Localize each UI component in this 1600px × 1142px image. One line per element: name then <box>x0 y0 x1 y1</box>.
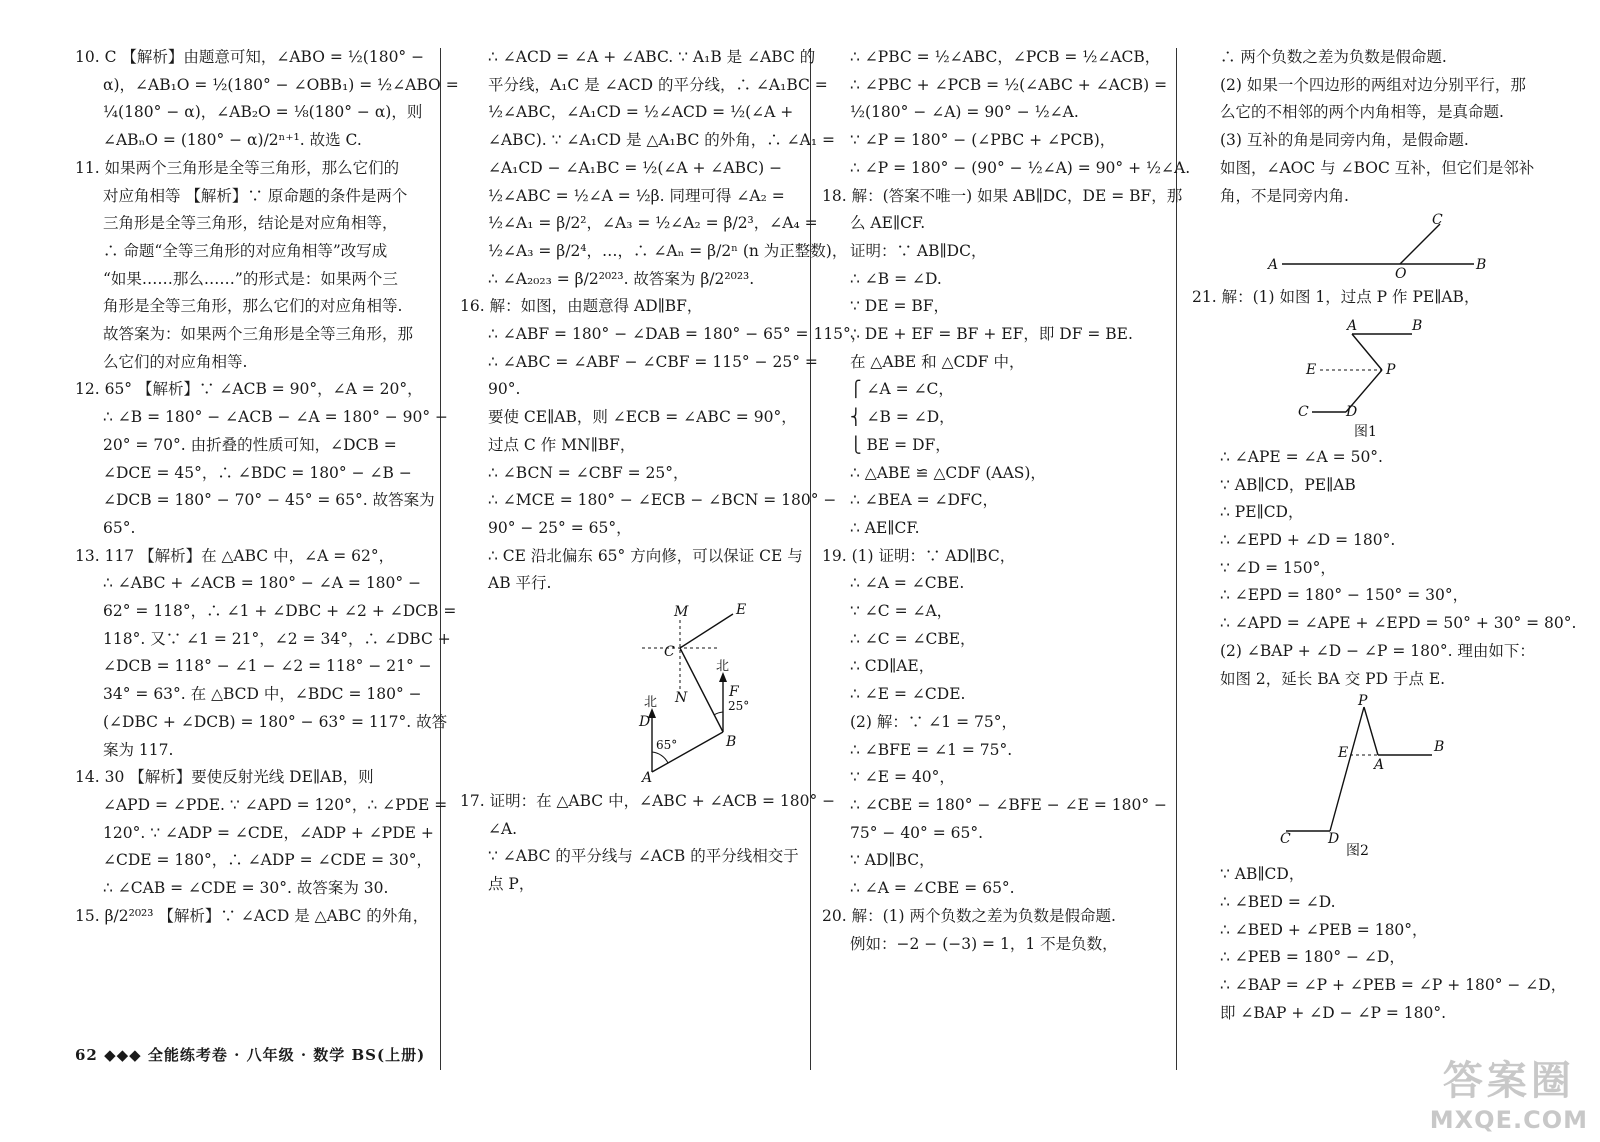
text-line: ½∠A₁ = β/2²，∠A₃ = ½∠A₂ = β/2³，∠A₄ = <box>488 214 818 233</box>
label-m: M <box>674 604 689 621</box>
label-n: N <box>675 690 688 707</box>
text-line: 19. (1) 证明：∵ AD∥BC， <box>822 546 1016 565</box>
text-line: 90°. <box>488 380 521 399</box>
text-line: ∵ ∠E = 40°， <box>850 768 955 787</box>
text-line: ∴ 命题“全等三角形的对应角相等”改写成 <box>103 241 388 260</box>
text-line: 15. β/2²⁰²³ 【解析】∵ ∠ACD 是 △ABC 的外角， <box>75 906 429 925</box>
label-a: A <box>1268 257 1279 274</box>
answer-column-1 <box>75 44 459 1072</box>
column-2-top-text <box>460 44 867 598</box>
text-line: 么它的不相邻的两个内角相等，是真命题. <box>1220 103 1504 122</box>
text-line: ∴ ∠ACD = ∠A + ∠ABC. ∵ A₁B 是 ∠ABC 的 <box>488 48 816 66</box>
text-line: (2) 解：∵ ∠1 = 75°， <box>850 712 1017 731</box>
column-4-top-text <box>1192 44 1554 210</box>
text-line: ∠DCB = 118° − ∠1 − ∠2 = 118° − 21° − <box>103 657 432 676</box>
text-line: ∴ ∠BED = ∠D. <box>1220 892 1336 911</box>
text-line: 么 AE∥CF. <box>850 214 926 233</box>
segment-pd <box>1330 707 1364 831</box>
problem-21-intro <box>1192 284 1554 312</box>
text-line: ∴ 两个负数之差为负数是假命题. <box>1220 48 1447 66</box>
angle-arc-65 <box>652 752 668 763</box>
text-line: 90° − 25° = 65°， <box>488 518 632 537</box>
figure-16-diagram <box>550 602 790 787</box>
text-line: 角，不是同旁内角. <box>1220 186 1349 205</box>
label-p: P <box>1386 361 1396 378</box>
label-e: E <box>1338 745 1349 762</box>
label-c: C <box>1280 831 1291 848</box>
label-a: A <box>1347 317 1358 334</box>
segment-ap <box>1352 334 1382 370</box>
text-line: ∠ABC). ∵ ∠A₁CD 是 △A₁BC 的外角，∴ ∠A₁ = <box>488 131 835 150</box>
label-b: B <box>1476 257 1487 274</box>
column-4-middle-text <box>1192 444 1577 693</box>
label-north-a: 北 <box>644 695 658 711</box>
column-2-bottom-text <box>460 788 836 899</box>
text-line: ¼(180° − α)，∠AB₂O = ⅛(180° − α)，则 <box>103 103 423 122</box>
label-e: E <box>736 602 747 619</box>
text-line: ∵ DE = BF， <box>850 297 950 316</box>
label-d: D <box>1328 831 1340 848</box>
text-line: 14. 30 【解析】要使反射光线 DE∥AB，则 <box>75 768 374 787</box>
text-line: ⎩ BE = DF， <box>850 435 951 454</box>
label-c: C <box>664 644 675 661</box>
text-line: ∴ ∠BFE = ∠1 = 75°. <box>850 740 1013 759</box>
label-north-b: 北 <box>716 659 730 675</box>
text-line: ∵ ∠C = ∠A， <box>850 602 953 621</box>
text-line: ∴ ∠P = 180° − (90° − ½∠A) = 90° + ½∠A. <box>850 158 1191 177</box>
text-line: ∴ ∠BED + ∠PEB = 180°， <box>1220 920 1428 939</box>
text-line: ⎨ ∠B = ∠D， <box>850 408 955 427</box>
text-line: ½∠ABC = ½∠A = ½β. 同理可得 ∠A₂ = <box>488 186 785 205</box>
page-footer: 62 ◆◆◆ 全能练考卷 · 八年级 · 数学 BS(上册) <box>75 1046 426 1064</box>
text-line: ∵ AB∥CD，PE∥AB <box>1220 475 1356 494</box>
text-line: 即 ∠BAP + ∠D − ∠P = 180°. <box>1220 1003 1447 1022</box>
text-line: ∠DCE = 45°，∴ ∠BDC = 180° − ∠B − <box>103 463 412 482</box>
label-a: A <box>642 770 653 787</box>
text-line: (3) 互补的角是同旁内角，是假命题. <box>1220 131 1469 150</box>
text-line: 12. 65° 【解析】∵ ∠ACB = 90°，∠A = 20°， <box>75 380 423 399</box>
text-line: (∠DBC + ∠DCB) = 180° − 63° = 117°. 故答 <box>103 712 448 731</box>
text-line: 18. 解：(答案不唯一) 如果 AB∥DC，DE = BF，那 <box>822 186 1183 205</box>
text-line: ∴ PE∥CD， <box>1220 503 1304 522</box>
watermark-url: MXQE.COM <box>1429 1106 1588 1134</box>
text-line: ∵ ∠P = 180° − (∠PBC + ∠PCB)， <box>850 131 1116 150</box>
text-line: ∴ ∠BCN = ∠CBF = 25°， <box>488 463 689 482</box>
label-d: D <box>1346 403 1358 420</box>
text-line: 118°. 又∵ ∠1 = 21°，∠2 = 34°，∴ ∠DBC + <box>103 629 451 648</box>
text-line: ∠A₁CD − ∠A₁BC = ½(∠A + ∠ABC) − <box>488 158 783 177</box>
text-line: ½∠A₃ = β/2⁴，…，∴ ∠Aₙ = β/2ⁿ (n 为正整数)， <box>488 241 848 260</box>
text-line: ∵ AB∥CD， <box>1220 865 1305 884</box>
text-line: ∴ ∠EPD + ∠D = 180°. <box>1220 531 1396 550</box>
text-line: 10. C 【解析】由题意可知，∠ABO = ½(180° − <box>75 48 425 66</box>
text-line: 65°. <box>103 518 136 537</box>
label-b: B <box>726 734 737 751</box>
text-line: ∴ ∠BAP = ∠P + ∠PEB = ∠P + 180° − ∠D， <box>1220 976 1567 995</box>
label-25-degree: 25° <box>728 699 750 714</box>
label-b: B <box>1412 317 1423 334</box>
text-line: 过点 C 作 MN∥BF， <box>488 435 636 454</box>
text-line: ∴ CD∥AE， <box>850 657 935 676</box>
segment-pa <box>1364 707 1378 755</box>
text-line: ∠A. <box>488 819 518 838</box>
text-line: ∴ ∠ABF = 180° − ∠DAB = 180° − 65° = 115°， <box>488 325 867 344</box>
text-line: ∠APD = ∠PDE. ∵ ∠APD = 120°，∴ ∠PDE = <box>103 795 448 814</box>
label-p: P <box>1358 693 1368 710</box>
text-line: ∴ ∠CAB = ∠CDE = 30°. 故答案为 30. <box>103 879 389 898</box>
angle-arc-25 <box>714 712 723 715</box>
text-line: ∴ ∠CBE = 180° − ∠BFE − ∠E = 180° − <box>850 795 1168 814</box>
column-rule-2 <box>810 48 811 1070</box>
text-line: 如图，∠AOC 与 ∠BOC 互补，但它们是邻补 <box>1220 158 1535 177</box>
text-line: ∠ABₙO = (180° − α)/2ⁿ⁺¹. 故选 C. <box>103 131 362 150</box>
text-line: ∴ △ABE ≌ △CDF (AAS)， <box>850 463 1046 482</box>
text-line: 要使 CE∥AB，则 ∠ECB = ∠ABC = 90°， <box>488 408 797 427</box>
text-line: 120°. ∵ ∠ADP = ∠CDE，∠ADP + ∠PDE + <box>103 823 434 842</box>
figure-20-angles <box>1264 212 1487 283</box>
text-line: ∵ AD∥BC， <box>850 851 935 870</box>
text-line: “如果……那么……”的形式是：如果两个三 <box>103 269 398 288</box>
text-line: ∴ ∠A = ∠CBE = 65°. <box>850 879 1015 898</box>
watermark <box>1430 1049 1588 1134</box>
text-line: ∴ ∠A₂₀₂₃ = β/2²⁰²³. 故答案为 β/2²⁰²³. <box>488 269 755 288</box>
text-line: ⎧ ∠A = ∠C， <box>850 380 954 399</box>
text-line: 么它们的对应角相等. <box>103 352 248 371</box>
label-d: D <box>639 714 651 731</box>
text-line: ∴ ∠MCE = 180° − ∠ECB − ∠BCN = 180° − <box>488 491 837 510</box>
text-line: 20. 解：(1) 两个负数之差为负数是假命题. <box>822 906 1116 925</box>
text-line: 20° = 70°. 由折叠的性质可知，∠DCB = <box>103 435 397 454</box>
text-line: 对应角相等 【解析】∵ 原命题的条件是两个 <box>103 186 408 205</box>
text-line: ∵ ∠D = 150°， <box>1220 558 1336 577</box>
text-line: AB 平行. <box>488 574 552 593</box>
text-line: 案为 117. <box>103 740 174 759</box>
ray-oc <box>1400 224 1440 264</box>
text-line: ∴ ∠PEB = 180° − ∠D， <box>1220 948 1405 967</box>
text-line: ½(180° − ∠A) = 90° − ½∠A. <box>850 103 1079 122</box>
figure-2-caption: 图2 <box>1346 843 1369 860</box>
text-line: 证明：∵ AB∥DC， <box>850 241 987 260</box>
text-line: ∴ ∠ABC = ∠ABF − ∠CBF = 115° − 25° = <box>488 352 818 371</box>
text-line: ∴ ∠APD = ∠APE + ∠EPD = 50° + 30° = 80°. <box>1220 614 1577 633</box>
text-line: 17. 证明：在 △ABC 中，∠ABC + ∠ACB = 180° − <box>460 792 836 811</box>
text-line: (2) ∠BAP + ∠D − ∠P = 180°. 理由如下： <box>1220 641 1535 660</box>
text-line: ∴ ∠C = ∠CBE， <box>850 629 976 648</box>
answer-column-4 <box>1192 44 1577 1072</box>
label-o: O <box>1395 266 1407 283</box>
text-line: ∴ ∠ABC + ∠ACB = 180° − ∠A = 180° − <box>103 574 422 593</box>
text-line: ∴ ∠EPD = 180° − 150° = 30°， <box>1220 586 1469 605</box>
text-line: 75° − 40° = 65°. <box>850 823 984 842</box>
text-line: ∴ ∠APE = ∠A = 50°. <box>1220 447 1383 466</box>
answer-column-3 <box>822 44 1191 1072</box>
text-line: 21. 解：(1) 如图 1，过点 P 作 PE∥AB， <box>1192 288 1480 307</box>
text-line: 13. 117 【解析】在 △ABC 中，∠A = 62°， <box>75 546 395 565</box>
text-line: 在 △ABE 和 △CDF 中， <box>850 352 1025 371</box>
text-line: ∠CDE = 180°，∴ ∠ADP = ∠CDE = 30°， <box>103 851 432 870</box>
text-line: 故答案为：如果两个三角形是全等三角形，那 <box>103 325 414 344</box>
text-line: 角形是全等三角形，那么它们的对应角相等. <box>103 297 403 316</box>
text-line: 点 P， <box>488 875 535 894</box>
text-line: 如图 2，延长 BA 交 PD 于点 E. <box>1220 669 1446 688</box>
answer-column-2 <box>460 44 867 1072</box>
text-line: 34° = 63°. 在 △BCD 中，∠BDC = 180° − <box>103 685 422 704</box>
text-line: ∴ CE 沿北偏东 65° 方向修，可以保证 CE 与 <box>488 546 803 565</box>
column-4-bottom-text <box>1192 861 1567 1027</box>
text-line: ∴ ∠PBC + ∠PCB = ½(∠ABC + ∠ACB) = <box>850 75 1168 94</box>
label-f: F <box>729 684 739 701</box>
text-line: ∴ ∠A = ∠CBE. <box>850 574 965 593</box>
label-65-degree: 65° <box>656 738 678 753</box>
label-c: C <box>1298 403 1309 420</box>
text-line: ½∠ABC，∠A₁CD = ½∠ACD = ½(∠A + <box>488 103 794 122</box>
figure-1-caption: 图1 <box>1354 423 1377 440</box>
text-line: 62° = 118°，∴ ∠1 + ∠DBC + ∠2 + ∠DCB = <box>103 602 457 621</box>
watermark-logo-text: 答案圈 <box>1442 1058 1575 1104</box>
figure-2-diagram <box>1276 693 1476 860</box>
text-line: ∵ ∠ABC 的平分线与 ∠ACB 的平分线相交于 <box>488 847 799 866</box>
column-rule-1 <box>440 48 441 1070</box>
text-line: 例如：−2 − (−3) = 1，1 不是负数， <box>850 934 1118 953</box>
text-line: ∴ ∠E = ∠CDE. <box>850 685 966 704</box>
text-line: 16. 解：如图，由题意得 AD∥BF， <box>460 297 703 316</box>
figure-1-diagram <box>1292 316 1452 440</box>
text-line: ∴ ∠B = ∠D. <box>850 269 942 288</box>
label-b: B <box>1434 739 1445 756</box>
label-e: E <box>1306 361 1317 378</box>
text-line: α)，∠AB₁O = ½(180° − ∠OBB₁) = ½∠ABO = <box>103 75 459 94</box>
label-c: C <box>1432 212 1443 229</box>
text-line: ∴ ∠BEA = ∠DFC， <box>850 491 999 510</box>
text-line: 平分线，A₁C 是 ∠ACD 的平分线，∴ ∠A₁BC = <box>488 75 828 94</box>
text-line: 11. 如果两个三角形是全等三角形，那么它们的 <box>75 158 400 177</box>
text-line: (2) 如果一个四边形的两组对边分别平行，那 <box>1220 75 1526 94</box>
text-line: 三角形是全等三角形，结论是对应角相等， <box>103 214 398 233</box>
text-line: ∴ DE + EF = BF + EF，即 DF = BE. <box>850 325 1133 344</box>
text-line: ∴ ∠PBC = ½∠ABC，∠PCB = ½∠ACB， <box>850 48 1161 66</box>
label-a: A <box>1374 757 1385 774</box>
text-line: ∴ AE∥CF. <box>850 518 920 537</box>
text-line: ∠DCB = 180° − 70° − 45° = 65°. 故答案为 <box>103 491 435 510</box>
text-line: ∴ ∠B = 180° − ∠ACB − ∠A = 180° − 90° − <box>103 408 449 427</box>
